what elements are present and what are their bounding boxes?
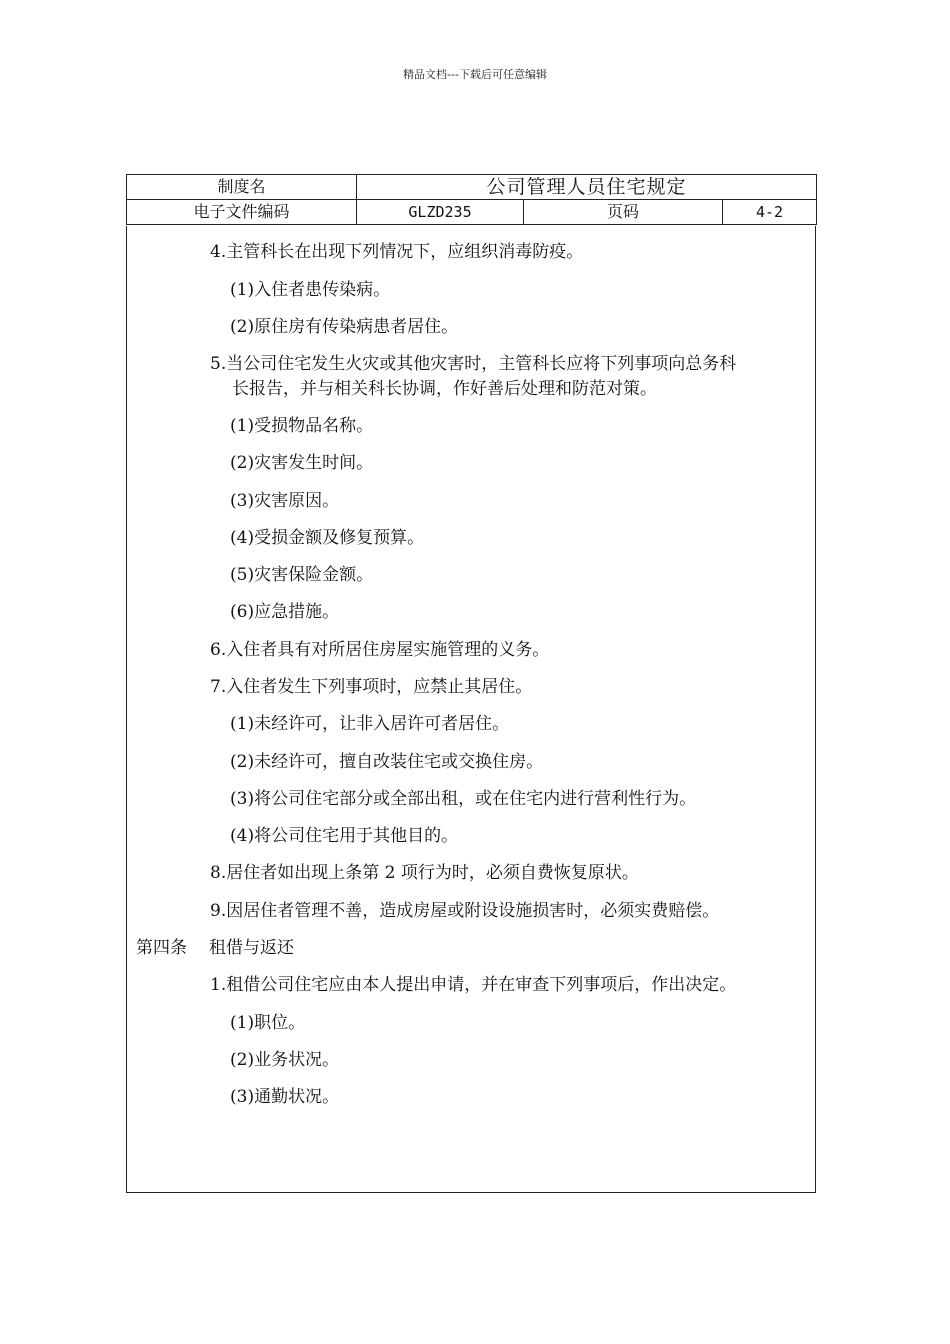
regulation-name-value: 公司管理人员住宅规定 bbox=[357, 175, 817, 200]
clause-4: 4.主管科长在出现下列情况下，应组织消毒防疫。 bbox=[210, 242, 584, 262]
article-4-item-1: (1)职位。 bbox=[230, 1013, 306, 1033]
clause-7: 7.入住者发生下列事项时，应禁止其居住。 bbox=[210, 677, 533, 697]
file-code-label: 电子文件编码 bbox=[127, 200, 357, 225]
page-number-label: 页码 bbox=[524, 200, 723, 225]
file-code-value: GLZD235 bbox=[357, 200, 524, 225]
clause-5-line-1: 5.当公司住宅发生火灾或其他灾害时，主管科长应将下列事项向总务科 bbox=[210, 354, 737, 374]
clause-5-item-2: (2)灾害发生时间。 bbox=[230, 453, 374, 473]
regulation-name-label: 制度名 bbox=[127, 175, 357, 200]
article-4-number: 第四条 bbox=[136, 938, 187, 958]
clause-5-item-5: (5)灾害保险金额。 bbox=[230, 565, 374, 585]
clause-9: 9.因居住者管理不善，造成房屋或附设设施损害时，必须实费赔偿。 bbox=[210, 901, 720, 921]
clause-5-line-2: 长报告，并与相关科长协调，作好善后处理和防范对策。 bbox=[232, 379, 657, 399]
page-header: 精品文档---下载后可任意编辑 bbox=[403, 68, 547, 81]
article-4-clause-1: 1.租借公司住宅应由本人提出申请，并在审查下列事项后，作出决定。 bbox=[210, 975, 737, 995]
clause-5-item-6: (6)应急措施。 bbox=[230, 602, 340, 622]
article-4-item-2: (2)业务状况。 bbox=[230, 1050, 340, 1070]
page-number-value: 4-2 bbox=[723, 200, 817, 225]
article-4-title: 租借与返还 bbox=[209, 938, 294, 958]
clause-4-item-2: (2)原住房有传染病患者居住。 bbox=[230, 317, 459, 337]
clause-7-item-4: (4)将公司住宅用于其他目的。 bbox=[230, 826, 459, 846]
clause-7-item-2: (2)未经许可，擅自改装住宅或交换住房。 bbox=[230, 752, 544, 772]
article-4-item-3: (3)通勤状况。 bbox=[230, 1087, 340, 1107]
clause-5-item-3: (3)灾害原因。 bbox=[230, 491, 340, 511]
clause-5-item-4: (4)受损金额及修复预算。 bbox=[230, 528, 425, 548]
clause-7-item-3: (3)将公司住宅部分或全部出租，或在住宅内进行营利性行为。 bbox=[230, 789, 697, 809]
table-row bbox=[127, 175, 817, 200]
clause-8: 8.居住者如出现上条第 2 项行为时，必须自费恢复原状。 bbox=[210, 863, 639, 883]
clause-4-item-1: (1)入住者患传染病。 bbox=[230, 280, 391, 300]
document-info-table bbox=[126, 174, 817, 225]
clause-5-item-1: (1)受损物品名称。 bbox=[230, 416, 374, 436]
clause-7-item-1: (1)未经许可，让非入居许可者居住。 bbox=[230, 714, 510, 734]
clause-6: 6.入住者具有对所居住房屋实施管理的义务。 bbox=[210, 640, 550, 660]
article-4-heading bbox=[136, 936, 294, 960]
table-row bbox=[127, 200, 817, 225]
